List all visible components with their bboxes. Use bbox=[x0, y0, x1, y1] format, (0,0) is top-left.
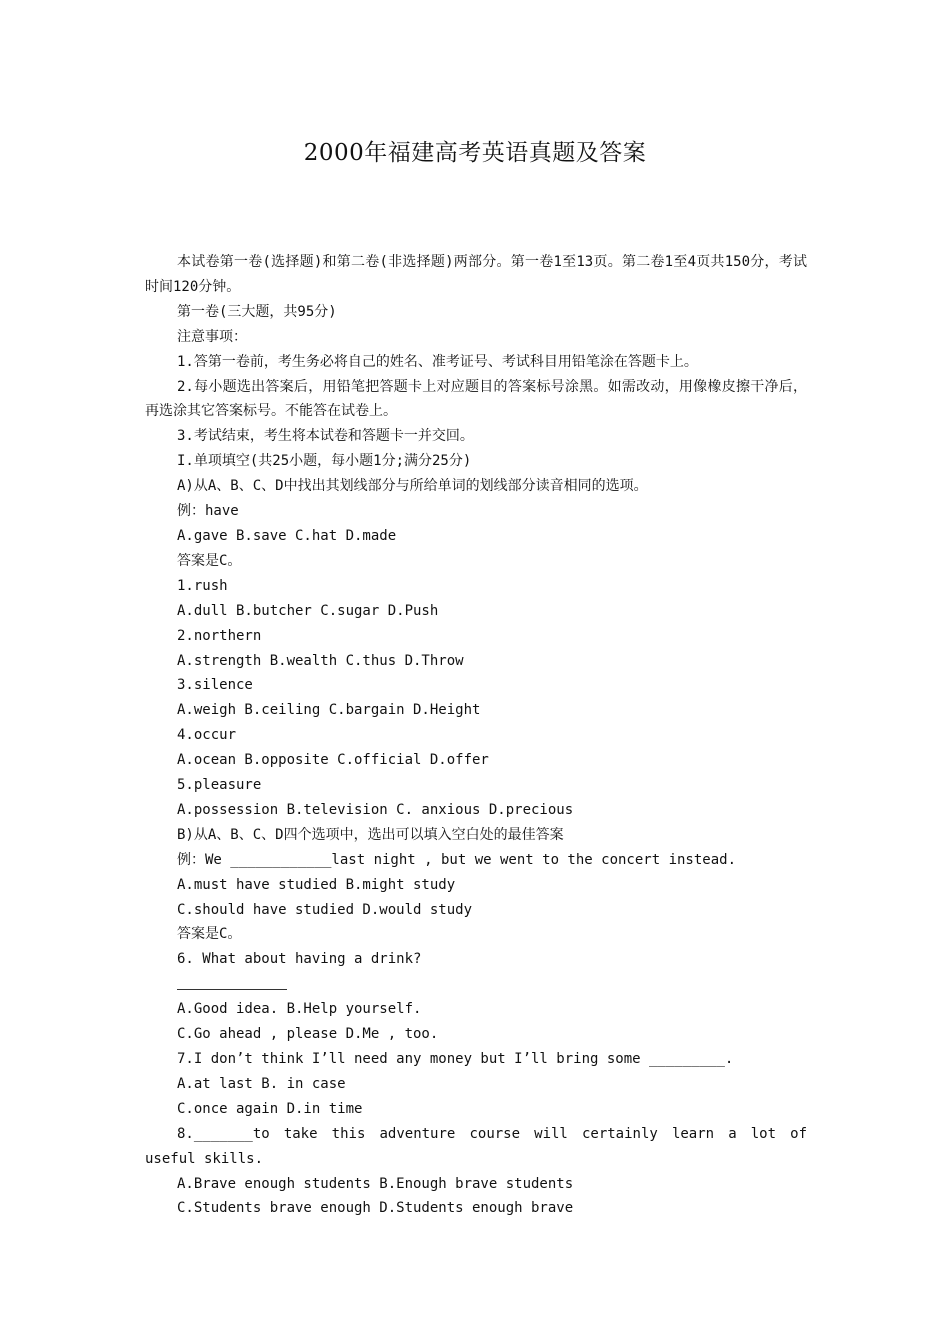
example-options: A.must have studied B.might study bbox=[177, 876, 456, 893]
question-3: 3.silence bbox=[177, 677, 253, 694]
subpart-instruction: A)从A、B、C、D中找出其划线部分与所给单词的划线部分读音相同的选项。 bbox=[177, 478, 648, 495]
question-7: 7.I don’t think I’ll need any money but I’ll bring some _________. bbox=[177, 1050, 734, 1067]
example-sentence: 例：We ____________last night , but we went to the concert instead. bbox=[177, 851, 737, 868]
question-5: 5.pleasure bbox=[177, 777, 262, 794]
question-8-options: A.Brave enough students B.Enough brave students bbox=[177, 1175, 574, 1192]
question-7-options: C.once again D.in time bbox=[177, 1100, 363, 1117]
question-8: 8._______to take this adventure course will certainly learn a lot of useful skills. bbox=[145, 1125, 816, 1167]
document-body bbox=[145, 250, 816, 1221]
question-3-options: A.weigh B.ceiling C.bargain D.Height bbox=[177, 702, 481, 719]
page-title: 2000年福建高考英语真题及答案 bbox=[303, 140, 647, 166]
question-6: 6. What about having a drink? bbox=[177, 951, 422, 968]
example-options: C.should have studied D.would study bbox=[177, 901, 473, 918]
subpart-instruction: B)从A、B、C、D四个选项中，选出可以填入空白处的最佳答案 bbox=[177, 826, 564, 843]
question-2-options: A.strength B.wealth C.thus D.Throw bbox=[177, 652, 464, 669]
notice-item: 2.每小题选出答案后，用铅笔把答题卡上对应题目的答案标号涂黑。如需改动，用像橡皮擦干净后，再选涂其它答案标号。不能答在试卷上。 bbox=[145, 378, 807, 420]
question-7-options: A.at last B. in case bbox=[177, 1075, 346, 1092]
question-1: 1.rush bbox=[177, 577, 228, 594]
answer-blank-line bbox=[145, 972, 807, 997]
question-6-options: C.Go ahead , please D.Me , too. bbox=[177, 1026, 439, 1043]
example-options: A.gave B.save C.hat D.made bbox=[177, 527, 397, 544]
example-answer: 答案是C。 bbox=[177, 552, 242, 569]
question-1-options: A.dull B.butcher C.sugar D.Push bbox=[177, 602, 439, 619]
question-5-options: A.possession B.television C. anxious D.precious bbox=[177, 801, 574, 818]
part-heading: I.单项填空(共25小题，每小题1分;满分25分) bbox=[177, 453, 472, 470]
example-answer: 答案是C。 bbox=[177, 926, 242, 943]
question-4: 4.occur bbox=[177, 727, 237, 744]
question-4-options: A.ocean B.opposite C.official D.offer bbox=[177, 752, 489, 769]
intro-paragraph: 本试卷第一卷(选择题)和第二卷(非选择题)两部分。第一卷1至13页。第二卷1至4页共150分，考试时间120分钟。 bbox=[145, 254, 807, 295]
question-2: 2.northern bbox=[177, 627, 262, 644]
question-6-options: A.Good idea. B.Help yourself. bbox=[177, 1001, 422, 1018]
notice-item: 1.答第一卷前，考生务必将自己的姓名、准考证号、考试科目用铅笔涂在答题卡上。 bbox=[177, 353, 698, 370]
notice-heading: 注意事项： bbox=[177, 328, 247, 345]
section-heading: 第一卷(三大题，共95分) bbox=[177, 303, 337, 320]
notice-item: 3.考试结束，考生将本试卷和答题卡一并交回。 bbox=[177, 428, 474, 445]
question-8-options: C.Students brave enough D.Students enough brave bbox=[177, 1200, 574, 1217]
example-word: 例：have bbox=[177, 503, 239, 520]
